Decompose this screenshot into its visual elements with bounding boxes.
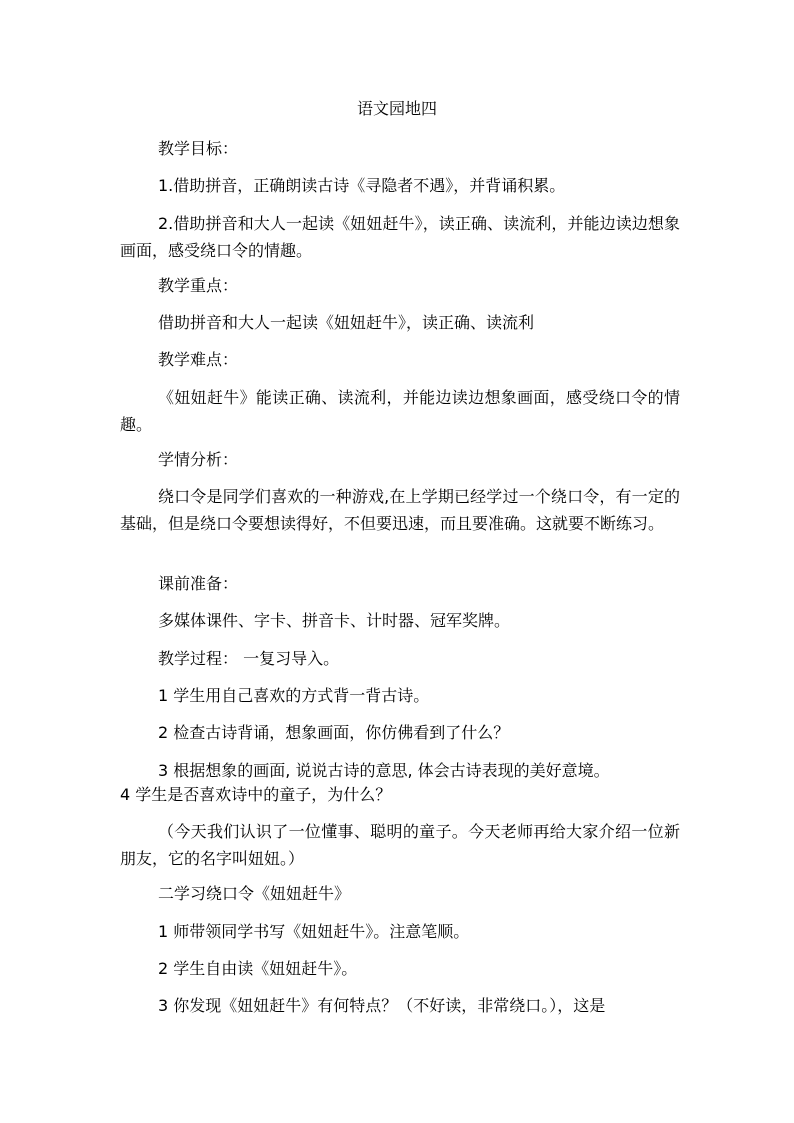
objective-1: 1.借助拼音，正确朗读古诗《寻隐者不遇》，并背诵积累。 — [158, 176, 566, 195]
key-points-text: 借助拼音和大人一起读《妞妞赶牛》，读正确、读流利 — [158, 313, 535, 332]
preparation-heading: 课前准备： — [158, 574, 239, 593]
note-text: （今天我们认识了一位懂事、聪明的童子。今天老师再给大家介绍一位新朋友，它的名字叫妞妞。） — [120, 822, 680, 868]
section-2-heading: 二学习绕口令《妞妞赶牛》 — [158, 884, 351, 903]
step-1: 1 学生用自己喜欢的方式背一背古诗。 — [158, 686, 430, 705]
preparation-text: 多媒体课件、字卡、拼音卡、计时器、冠军奖牌。 — [158, 611, 511, 630]
section-2-step-2: 2 学生自由读《妞妞赶牛》。 — [158, 959, 358, 978]
objective-2: 2.借助拼音和大人一起读《妞妞赶牛》，读正确、读流利，并能边读边想象画面，感受绕口令的情趣。 — [120, 214, 680, 260]
analysis-text: 绕口令是同学们喜欢的一种游戏,在上学期已经学过一个绕口令，有一定的基础，但是绕口令要想读得好，不但要迅速，而且要准确。这就要不断练习。 — [120, 487, 680, 533]
key-points-heading: 教学重点： — [158, 276, 239, 295]
step-4: 4 学生是否喜欢诗中的童子，为什么？ — [120, 785, 392, 804]
difficulties-text: 《妞妞赶牛》能读正确、读流利，并能边读边想象画面，感受绕口令的情趣。 — [120, 388, 680, 434]
analysis-heading: 学情分析： — [158, 450, 239, 469]
process-line: 教学过程： 一复习导入。 — [158, 649, 340, 668]
objectives-heading: 教学目标： — [158, 139, 239, 158]
step-3: 3 根据想象的画面, 说说古诗的意思, 体会古诗表现的美好意境。 — [158, 761, 610, 780]
step-2: 2 检查古诗背诵，想象画面，你仿佛看到了什么？ — [158, 723, 510, 742]
document-title: 语文园地四 — [356, 99, 437, 118]
section-2-step-3: 3 你发现《妞妞赶牛》有何特点？（不好读，非常绕口。），这是 — [158, 996, 606, 1015]
difficulties-heading: 教学难点： — [158, 350, 239, 369]
section-2-step-1: 1 师带领同学书写《妞妞赶牛》。注意笔顺。 — [158, 922, 470, 941]
